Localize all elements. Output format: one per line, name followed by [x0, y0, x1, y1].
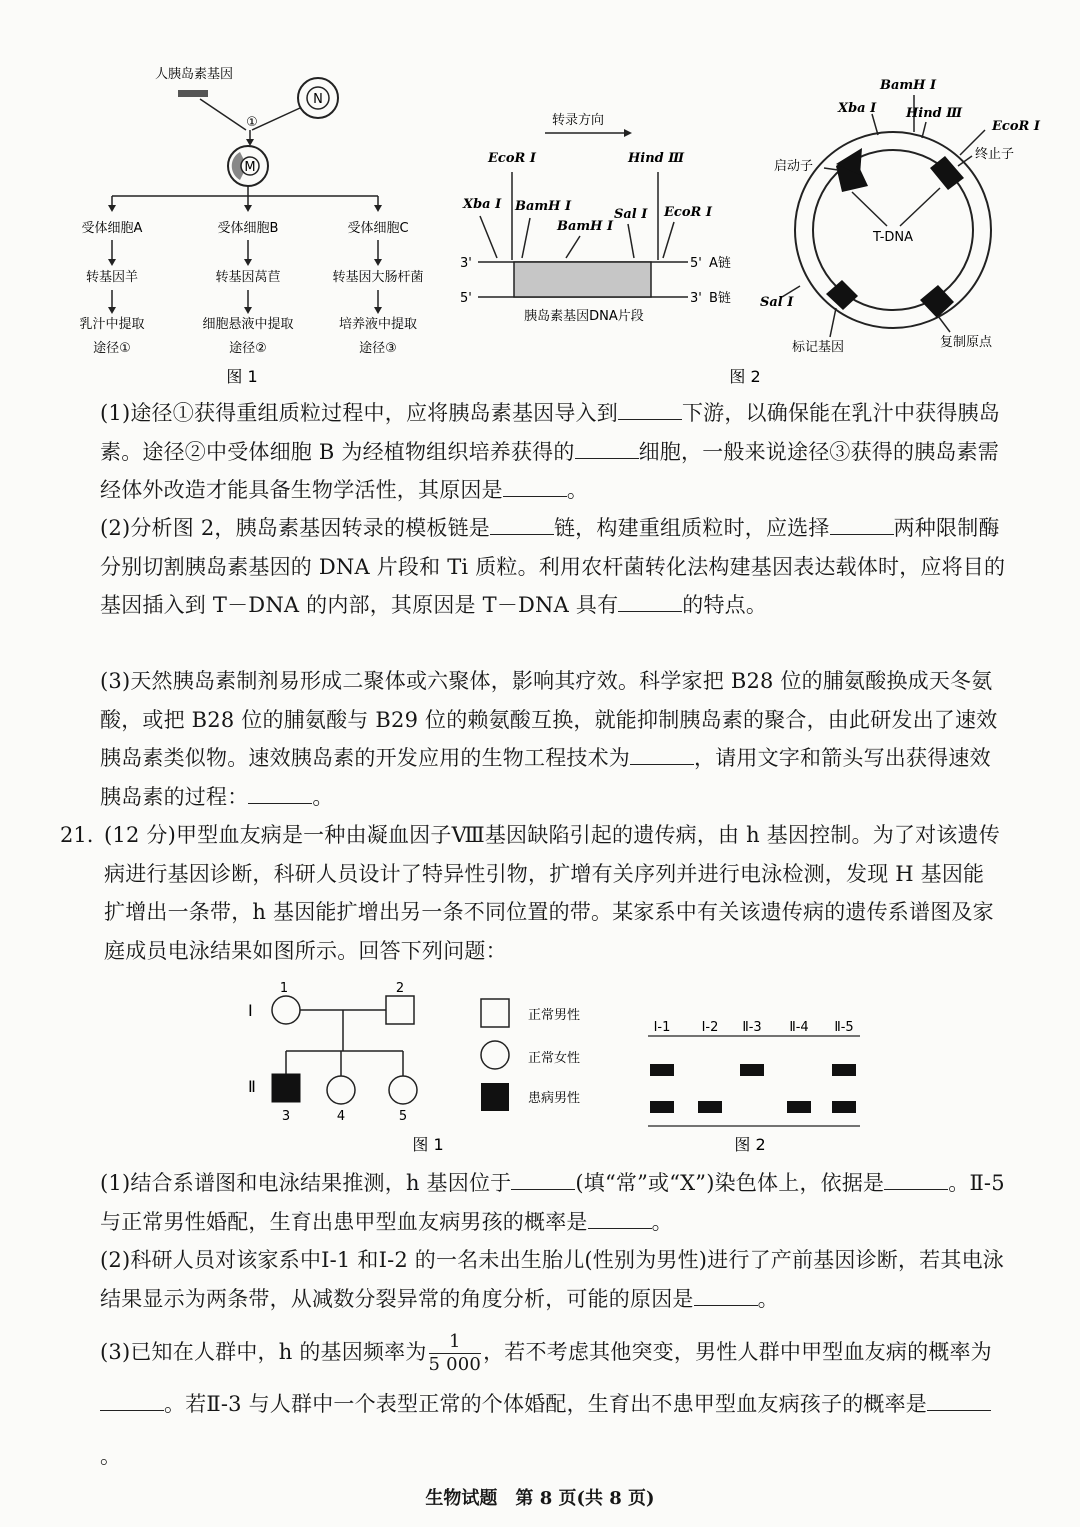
answer-blank[interactable] [575, 440, 639, 459]
gene-frequency-fraction: $\frac{1}{5 000}$ [428, 1331, 482, 1375]
end-3-left: 3' [460, 256, 472, 271]
extraction-method: 细胞悬液中提取 [202, 317, 294, 332]
transcription-direction-label: 转录方向 [551, 113, 605, 128]
legend-normal-male-icon [481, 999, 509, 1027]
individual-ii4-female [327, 1076, 355, 1104]
receptor-cell: 受体细胞C [347, 221, 409, 236]
restriction-enzyme-label: BamH Ⅰ [557, 219, 614, 234]
node-m-label: M [244, 160, 256, 175]
cut-site-line [628, 224, 634, 258]
id-2: 2 [395, 981, 405, 996]
electrophoresis-gel [648, 1020, 860, 1154]
q21-part-3: (3)已知在人群中，h 的基因频率为 $\frac{1}{5 000}$ ，若不考虑其他突变，男性人群中甲型血友病的概率为。若Ⅱ-3 与人群中一个表型正常的个体婚配，生育出不患甲型血友病孩子的概率是。 [100, 1331, 992, 1468]
gel-lane-label: Ⅱ-3 [742, 1020, 762, 1035]
q20-part-1: (1)途径①获得重组质粒过程中，应将胰岛素基因导入到 下游，以确保能在乳汁中获得胰岛素。途径②中受体细胞 B 为经植物组织培养获得的 细胞，一般来说途径③获得的胰岛素需经体外改造才能具备生物学活性，其原因是 。 [100, 401, 1000, 502]
gel-band-lower [698, 1101, 722, 1113]
answer-blank[interactable] [618, 593, 682, 612]
gel-caption: 图 2 [734, 1135, 766, 1154]
fig1-caption: 图 1 [226, 367, 258, 386]
plasmid-hind3: Hind Ⅲ [906, 106, 963, 121]
restriction-enzyme-label: EcoR Ⅰ [664, 205, 712, 220]
answer-blank[interactable] [630, 746, 694, 765]
id-4: 4 [336, 1109, 346, 1124]
gel-band-lower [832, 1101, 856, 1113]
legend-affected-male: 患病男性 [528, 1091, 581, 1106]
id-3: 3 [281, 1109, 291, 1124]
id-1: 1 [279, 981, 289, 996]
tdna-label: T-DNA [872, 230, 914, 245]
answer-blank[interactable] [588, 1210, 652, 1229]
strand-a-label: A链 [709, 256, 731, 271]
gel-lane-label: Ⅱ-5 [834, 1020, 854, 1035]
end-5-left: 5' [460, 291, 472, 306]
q21-part-1: (1)结合系谱图和电泳结果推测，h 基因位于 (填“常”或“X”)染色体上，依据是 。Ⅱ-5 与正常男性婚配，生育出患甲型血友病男孩的概率是 。 [100, 1171, 1005, 1234]
answer-blank[interactable] [511, 1171, 575, 1190]
fragment-label: 胰岛素基因DNA片段 [524, 309, 644, 324]
restriction-enzyme-label: BamH Ⅰ [515, 199, 572, 214]
gel-lane-label: Ⅰ-2 [701, 1020, 719, 1035]
strand-b-label: B链 [709, 291, 731, 306]
answer-blank[interactable] [100, 1392, 164, 1411]
cut-site-line [566, 236, 580, 258]
figure-1-flowchart [79, 66, 423, 386]
receptor-cell: 受体细胞B [217, 221, 279, 236]
answer-blank[interactable] [830, 516, 894, 535]
answer-blank[interactable] [618, 401, 682, 420]
legend-normal-female: 正常女性 [528, 1051, 581, 1066]
q20-part-3: (3)天然胰岛素制剂易形成二聚体或六聚体，影响其疗效。科学家把 B28 位的脯氨酸换成天冬氨酸，或把 B28 位的脯氨酸与 B29 位的赖氨酸互换，就能抑制胰岛素的聚合，由此研发出了速效胰岛素类似物。速效胰岛素的开发应用的生物工程技术为 ，请用文字和箭头写出获得速效胰岛素的过程： 。 [100, 669, 998, 809]
answer-blank[interactable] [884, 1171, 948, 1190]
plasmid-sal1: Sal Ⅰ [760, 295, 794, 310]
page-footer: 生物试题 第 8 页(共 8 页) [425, 1488, 655, 1509]
gel-band-upper [832, 1064, 856, 1076]
gel-band-lower [787, 1101, 811, 1113]
transgenic-organism: 转基因羊 [85, 270, 139, 285]
plasmid-bamh1: BamH Ⅰ [880, 78, 937, 93]
terminator-label: 终止子 [975, 147, 1015, 162]
pedigree-caption: 图 1 [412, 1135, 444, 1154]
inserted-gene-mark [232, 152, 244, 180]
receptor-cell: 受体细胞A [81, 221, 143, 236]
origin-block [920, 285, 954, 318]
top-figures [0, 0, 1080, 400]
marker-label: 标记基因 [792, 340, 845, 355]
origin-label: 复制原点 [940, 335, 993, 350]
transgenic-organism: 转基因大肠杆菌 [332, 270, 424, 285]
q21-intro: (12 分)甲型血友病是一种由凝血因子Ⅷ基因缺陷引起的遗传病，由 h 基因控制。为了对该遗传病进行基因诊断，科研人员设计了特异性引物，扩增有关序列并进行电泳检测，发现 H 基因能扩增出一条带，h 基因能扩增出另一条不同位置的带。某家系中有关该遗传病的遗传系谱图及家庭成员电泳结果如图所示。回答下列问题： [104, 823, 1000, 963]
fig2-caption: 图 2 [729, 367, 761, 386]
gel-band-upper [740, 1064, 764, 1076]
answer-blank[interactable] [694, 1287, 758, 1306]
plasmid-xba1: Xba Ⅰ [838, 101, 877, 116]
individual-i1-female [272, 996, 300, 1024]
answer-blank[interactable] [927, 1392, 991, 1411]
answer-blank[interactable] [248, 785, 312, 804]
individual-i2-male [386, 996, 414, 1024]
cut-site-line [522, 218, 530, 258]
end-3-right: 3' [690, 291, 702, 306]
fig1-gene-label: 人胰岛素基因 [155, 67, 234, 82]
legend-normal-male: 正常男性 [528, 1008, 581, 1023]
route-label: 途径③ [359, 341, 397, 356]
answer-blank[interactable] [490, 516, 554, 535]
extraction-method: 乳汁中提取 [79, 317, 145, 332]
gel-lane-label: Ⅰ-1 [653, 1020, 671, 1035]
figure-2-ti-plasmid [760, 78, 1041, 355]
gel-band-upper [650, 1064, 674, 1076]
end-5-right: 5' [690, 256, 702, 271]
cut-site-line [663, 222, 674, 258]
q21-part-2: (2)科研人员对该家系中Ⅰ-1 和Ⅰ-2 的一名未出生胎儿(性别为男性)进行了产前基因诊断，若其电泳结果显示为两条带，从减数分裂异常的角度分析，可能的原因是 。 [100, 1248, 1004, 1311]
pedigree-legend [481, 999, 580, 1111]
restriction-enzyme-label: Xba Ⅰ [463, 197, 502, 212]
q20-part-2: (2)分析图 2，胰岛素基因转录的模板链是 链，构建重组质粒时，应选择 两种限制酶分别切割胰岛素基因的 DNA 片段和 Ti 质粒。利用农杆菌转化法构建基因表达载体时，应将目的基因插入到 T－DNA 的内部，其原因是 T－DNA 具有 的特点。 [100, 516, 1006, 617]
pedigree-chart [248, 981, 444, 1154]
legend-normal-female-icon [481, 1041, 509, 1069]
legend-affected-male-icon [481, 1083, 509, 1111]
restriction-enzyme-label: Hind Ⅲ [628, 151, 685, 166]
answer-blank[interactable] [503, 478, 567, 497]
individual-ii5-female [389, 1076, 417, 1104]
gene-fragment-icon [178, 90, 208, 97]
node-n-label: N [313, 92, 323, 107]
figure-2-dna-fragment [460, 113, 731, 324]
gel-lane-label: Ⅱ-4 [789, 1020, 809, 1035]
plasmid-ecor1: EcoR Ⅰ [992, 119, 1040, 134]
promoter-label: 启动子 [774, 159, 814, 174]
transgenic-organism: 转基因莴苣 [215, 270, 281, 285]
individual-ii3-affected-male [272, 1074, 300, 1102]
extraction-method: 培养液中提取 [338, 317, 418, 332]
gel-band-lower [650, 1101, 674, 1113]
generation-2-label: Ⅱ [248, 1077, 256, 1096]
insulin-gene-box [514, 262, 651, 297]
route-label: 途径① [93, 341, 131, 356]
id-5: 5 [398, 1109, 408, 1124]
restriction-enzyme-label: Sal Ⅰ [614, 207, 648, 222]
step-1-label: ① [246, 115, 258, 130]
q21-number: 21. [60, 823, 94, 847]
cut-site-line [480, 216, 497, 258]
route-label: 途径② [229, 341, 267, 356]
restriction-enzyme-label: EcoR Ⅰ [488, 151, 536, 166]
generation-1-label: Ⅰ [248, 1001, 253, 1020]
